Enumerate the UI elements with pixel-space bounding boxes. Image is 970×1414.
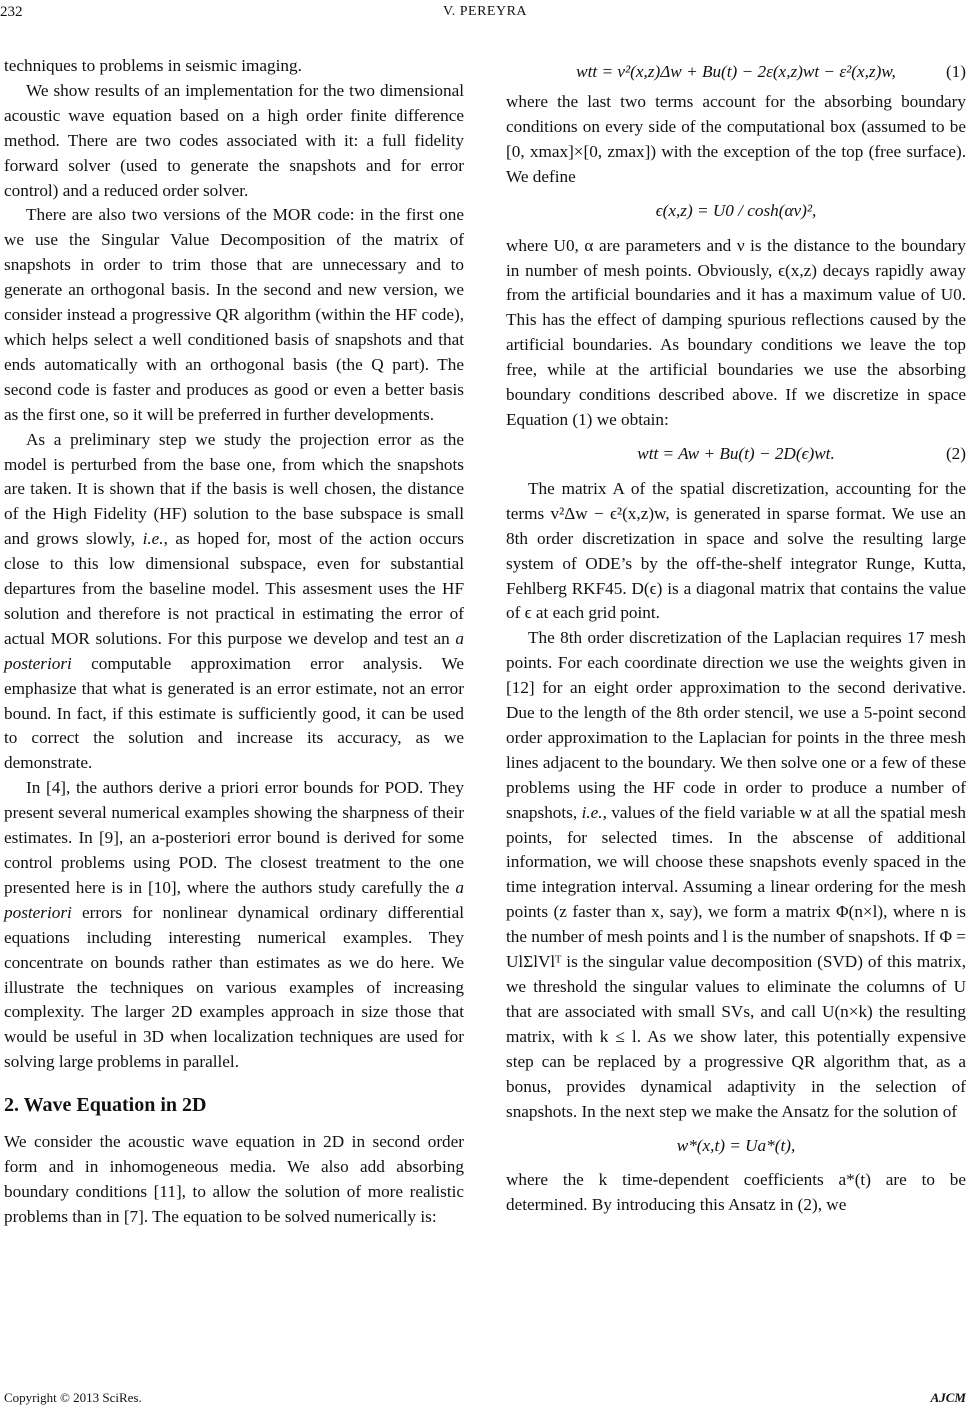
left-paragraph-2: We show results of an implementation for the two dimensional acoustic wave equation based on a high order finite difference method. There are two codes associated with it: a full fidelity forward solver (used to generate the snapshots and for error control) and a reduced order solver. [4, 80, 464, 200]
text-run: computable approximation error analysis. We emphasize that what is generated is an error estimate, not an error bound. In fact, if this estimate is sufficiently good, it can be used to correct the solution and increase its accuracy, as we demonstrate. [4, 653, 464, 773]
text-run: errors for nonlinear dynamical ordinary differential equations including interesting numerical examples. They concentrate on bounds rather than estimates as we do here. We illustrate the techniques on various examples of increasing complexity. The larger 2D examples approach in size those that would be useful in 3D when localization techniques are used for solving large problems in parallel. [4, 902, 464, 1072]
equation-1-number: (1) [945, 61, 966, 81]
italic-ie: i.e. [581, 802, 603, 822]
italic-a-posteriori: a posteriori [4, 628, 464, 673]
left-paragraph-6: We consider the acoustic wave equation in 2D in second order form and in inhomogeneous media. We also add absorbing boundary conditions [11], to allow the solution of more realistic problems than in [7]. The equation to be solved numerically is: [4, 1132, 464, 1226]
equation-2 [506, 433, 966, 477]
equation-1 [506, 54, 966, 90]
text-run: In [4], the authors derive a priori error bounds for POD. They present several numerical examples showing the sharpness of their estimates. In [9], an a-posteriori error bound is derived for some control problems using POD. The closest treatment to the one presented here is in [10], where the authors study carefully the [4, 778, 464, 897]
right-paragraph-1: where the last two terms account for the absorbing boundary conditions on every side of the computational box (assumed to be [0, xmax]×[0, zmax]) with the exception of the top (free surface). We define [506, 92, 966, 186]
journal-footer: AJCM [930, 1390, 966, 1405]
italic-a-posteriori: a posteriori [4, 877, 464, 922]
page-number: 232 [0, 4, 23, 20]
equation-2-number: (2) [945, 444, 966, 464]
equation-definition-body: ϵ(x,z) = U0 / cosh(αν)², [655, 201, 817, 221]
right-paragraph-3: The matrix A of the spatial discretization, accounting for the terms v²Δw − ϵ²(x,z)w, is generated in sparse format. We use an 8th order discretization in space and solve the resulting large system of ODE’s by the off-the-shelf integrator Runge, Kutta, Fehlberg RKF45. D(ϵ) is a diagonal matrix that contains the value of ϵ at each grid point. [506, 478, 966, 623]
text-run: As a preliminary step we study the projection error as the model is perturbed from the base one, from which the snapshots are taken. It is shown that if the basis is well chosen, the distance of the High Fidelity (HF) solution to the base subspace is small and grows slowly, [4, 429, 464, 549]
right-paragraph-4 [506, 626, 966, 1124]
equation-1-body: wtt = v²(x,z)Δw + Bu(t) − 2ε(x,z)wt − ε²(x,z)w, [576, 61, 896, 81]
equation-definition [506, 190, 966, 234]
left-paragraph-3: There are also two versions of the MOR code: in the first one we use the Singular Value Decomposition of the matrix of snapshots in order to trim those that are unnecessary and to generate an orthogonal basis. In the second and new version, we consider instead a progressive QR algorithm (within the HF code), which helps select a well conditioned basis of snapshots and that ends automatically with an orthogonal basis (the Q part). The second code is faster and produces as good or even a better basis as the first one, so it will be preferred in further developments. [4, 205, 464, 424]
copyright-footer: Copyright © 2013 SciRes. [4, 1390, 142, 1405]
equation-3 [506, 1124, 966, 1168]
right-paragraph-5: where the k time-dependent coefficients a*(t) are to be determined. By introducing this Ansatz in (2), we [506, 1170, 966, 1215]
left-paragraph-4 [4, 428, 464, 777]
left-paragraph-5 [4, 776, 464, 1075]
right-paragraph-2: where U0, α are parameters and ν is the distance to the boundary in number of mesh points. Obviously, ϵ(x,z) decays rapidly away from the artificial boundaries and it has a maximum value of U0. This has the effect of damping spurious reflections caused by the artificial boundaries. As boundary conditions we leave the top free, while at the artificial boundaries we use the absorbing boundary conditions described above. If we discretize in space Equation (1) we obtain: [506, 235, 966, 429]
left-paragraph-1: techniques to problems in seismic imaging. [4, 56, 302, 75]
equation-2-body: wtt = Aw + Bu(t) − 2D(ϵ)wt. [637, 444, 835, 464]
running-head: V. PEREYRA [442, 4, 528, 19]
right-column [506, 54, 966, 1218]
italic-ie: i.e. [142, 529, 164, 549]
equation-3-body: w*(x,t) = Ua*(t), [676, 1135, 796, 1155]
left-column [4, 54, 464, 1230]
text-run: , values of the field variable w at all the spatial mesh points, for selected times. In the abscense of additional information, we will choose these snapshots evenly spaced in the time integration interval. Assuming a linear ordering for the mesh points (z faster than x, say), we form a matrix Φ(n×l), where n is the number of mesh points and l is the number of snapshots. If Φ = UlΣlVlᵀ is the singular value decomposition (SVD) of this matrix, we threshold the singular values to eliminate the columns of U that are associated with small SVs, and call U(n×k) the resulting matrix, with k ≤ l. As we show later, this potentially expensive step can be replaced by a progressive QR algorithm that, as a bonus, provides dynamical adaptivity in the selection of snapshots. In the next step we make the Ansatz for the solution of [506, 802, 966, 1121]
text-run: The 8th order discretization of the Laplacian requires 17 mesh points. For each coordinate direction we use the weights given in [12] for an eight order approximation to the second derivative. Due to the length of the 8th order stencil, we use a 5-point second order approximation to the Laplacian for points in the three mesh lines adjacent to the boundary. We then solve one or a few of these problems using the HF code in order to produce a number of snapshots, [506, 628, 966, 822]
text-run: , as hoped for, most of the action occurs close to this low dimensional subspace, even for substantial departures from the baseline model. This assesment uses the HF solution and therefore is not practical in estimating the error of actual MOR solutions. For this purpose we develop and test an [4, 529, 464, 648]
section-heading: 2. Wave Equation in 2D [4, 1094, 207, 1117]
